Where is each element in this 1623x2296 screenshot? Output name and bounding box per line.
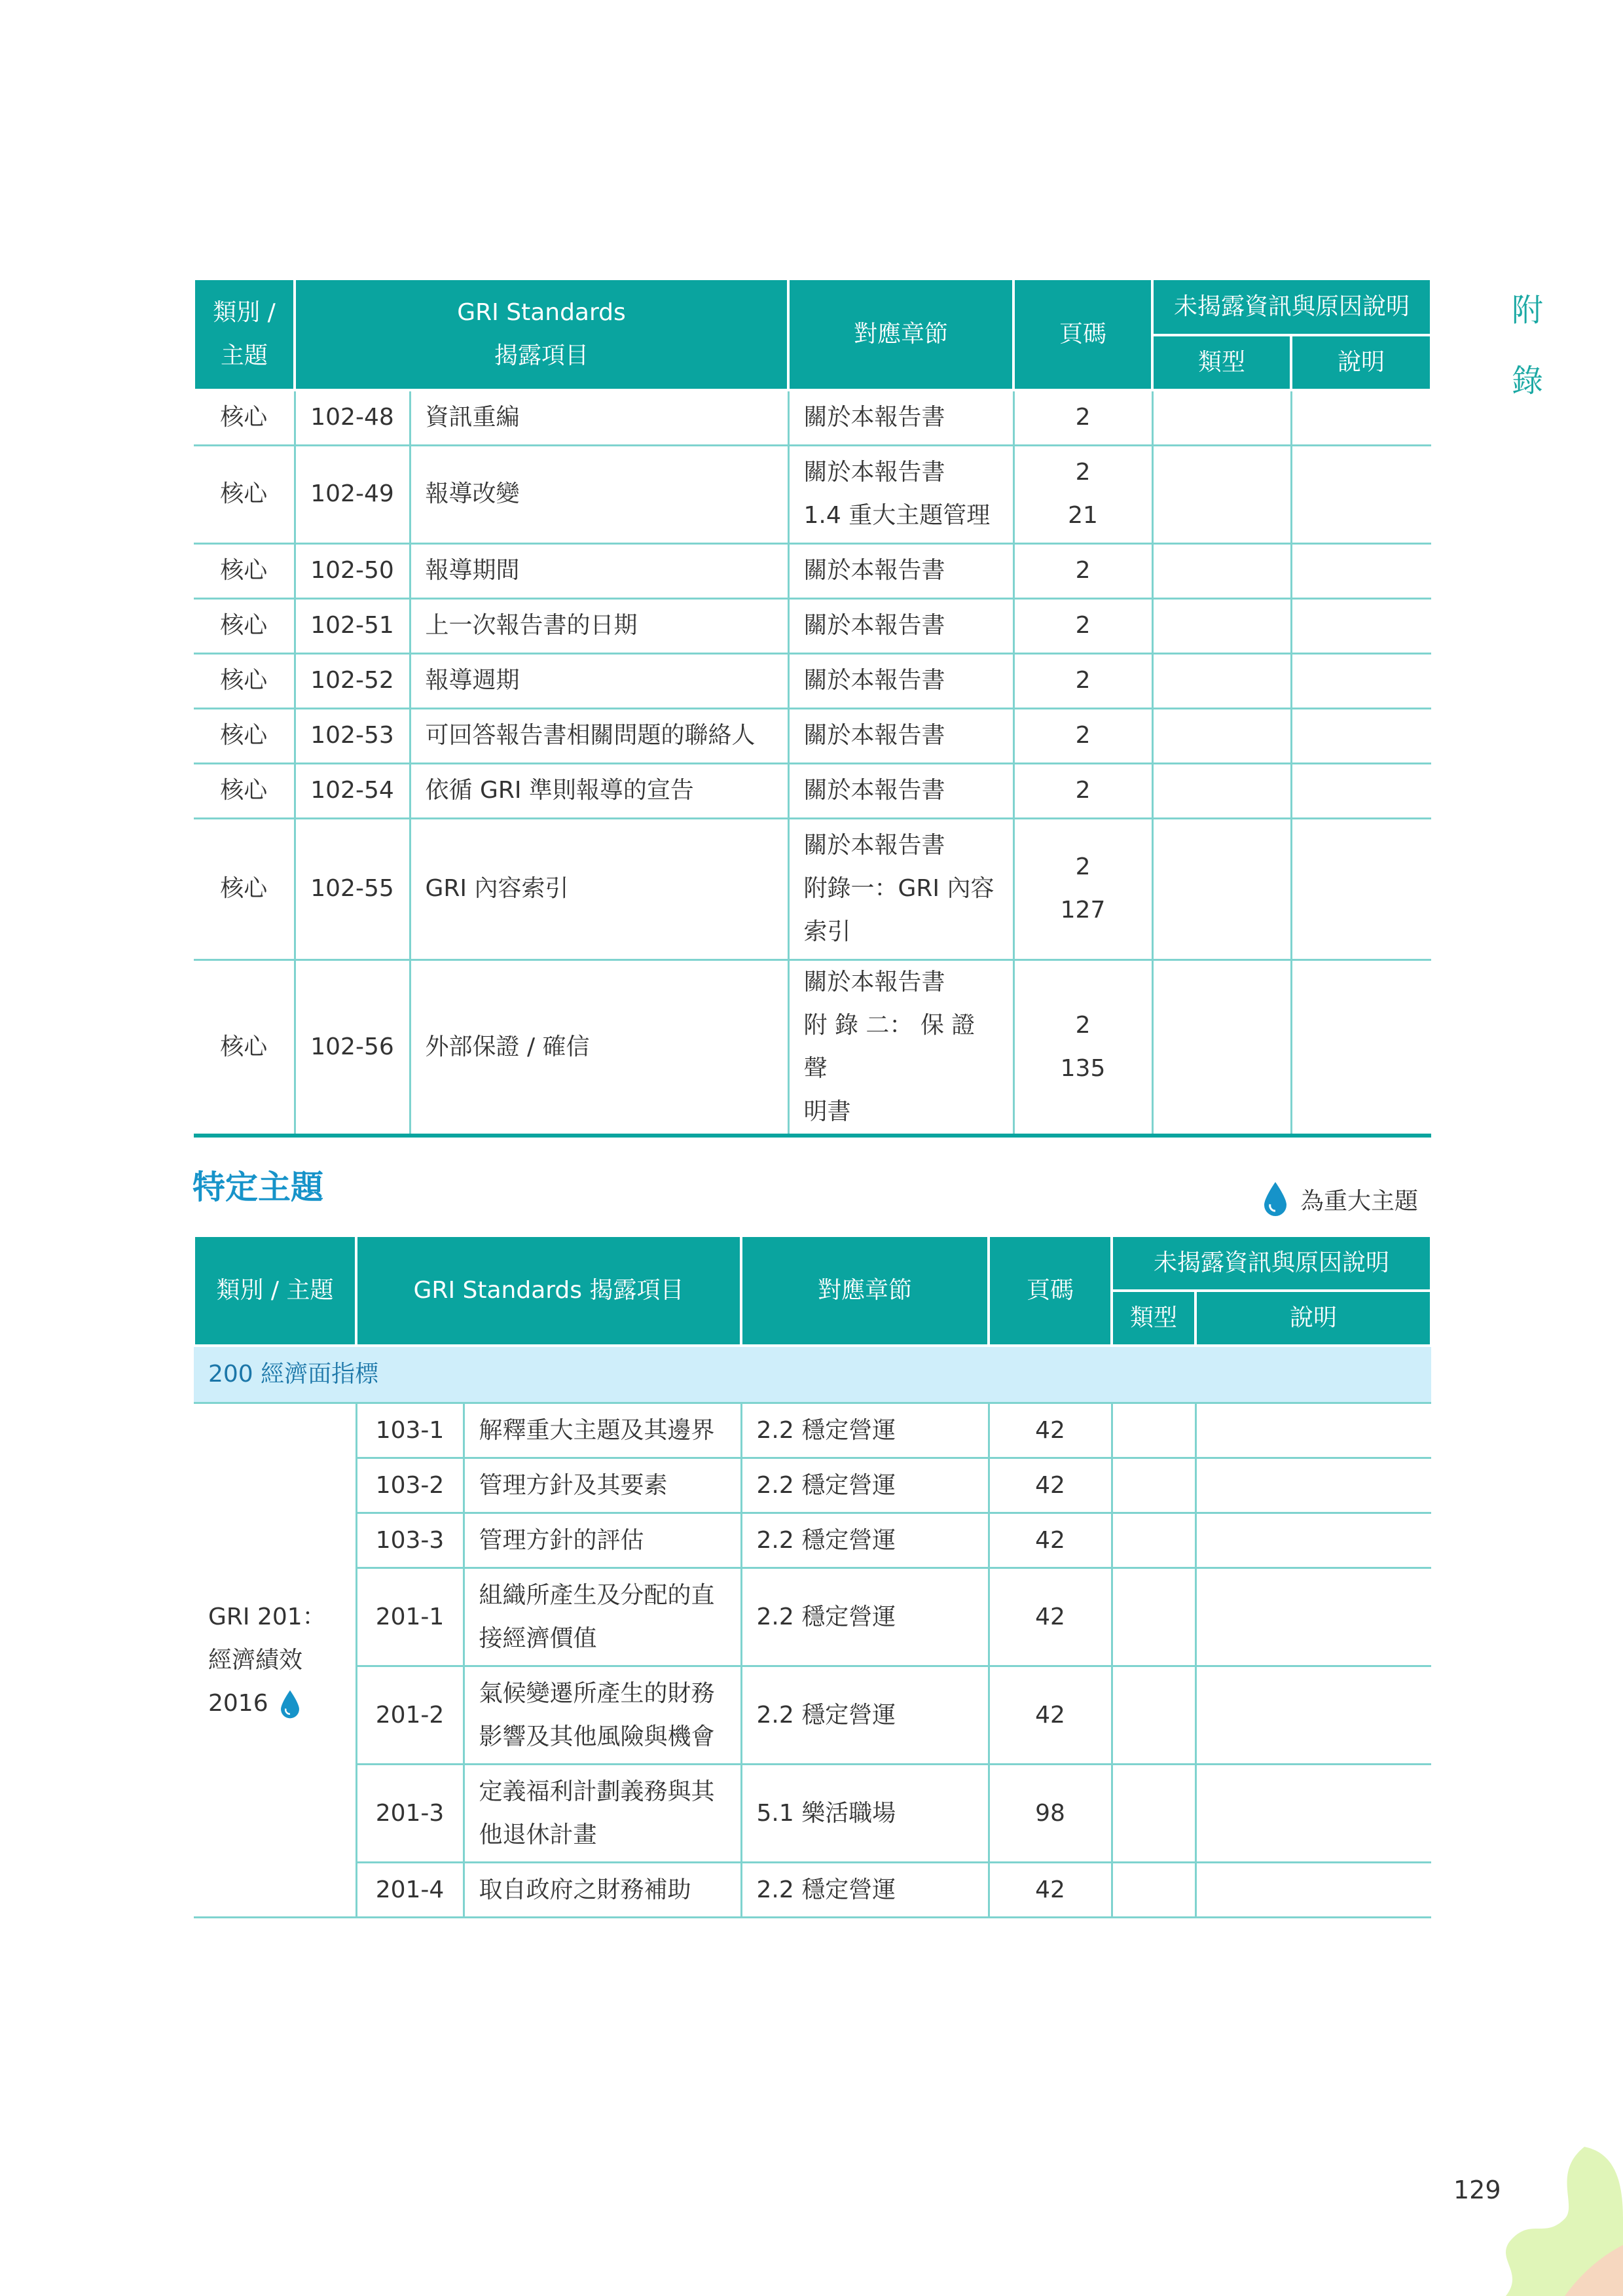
row-description	[1291, 960, 1431, 1136]
row-item: 解釋重大主題及其邊界	[464, 1403, 741, 1458]
row-type	[1152, 818, 1291, 960]
row-page: 42	[989, 1568, 1112, 1666]
row-type	[1112, 1765, 1195, 1863]
section-title: 特定主題	[192, 1168, 323, 1206]
table-row	[194, 445, 1431, 543]
table-row	[194, 543, 1431, 598]
row-page: 42	[989, 1403, 1112, 1458]
row-chapter: 2.2 穩定營運	[741, 1403, 989, 1458]
row-description	[1291, 445, 1431, 543]
row-item: 定義福利計劃義務與其 他退休計畫	[464, 1765, 741, 1863]
row-item: 報導期間	[410, 543, 788, 598]
row-page: 42	[989, 1863, 1112, 1918]
row-item: 氣候變遷所產生的財務 影響及其他風險與機會	[464, 1666, 741, 1765]
row-type	[1112, 1403, 1195, 1458]
row-type	[1152, 445, 1291, 543]
row-page: 2	[1013, 543, 1152, 598]
row-category: 核心	[194, 960, 295, 1136]
row-type	[1152, 653, 1291, 708]
header2-chapter: 對應章節	[741, 1236, 989, 1346]
header-undisclosed: 未揭露資訊與原因說明	[1152, 279, 1431, 335]
row-chapter: 2.2 穩定營運	[741, 1568, 989, 1666]
row-category: 核心	[194, 445, 295, 543]
header2-type: 類型	[1112, 1291, 1195, 1346]
row-type	[1152, 763, 1291, 818]
row-description	[1291, 708, 1431, 763]
row-type	[1152, 960, 1291, 1136]
header-page: 頁碼	[1013, 279, 1152, 390]
row-description	[1291, 543, 1431, 598]
row-category: 核心	[194, 543, 295, 598]
table-row	[194, 708, 1431, 763]
row-chapter: 2.2 穩定營運	[741, 1458, 989, 1513]
row-chapter: 關於本報告書	[788, 653, 1013, 708]
row-chapter: 關於本報告書	[788, 708, 1013, 763]
row-description	[1195, 1666, 1431, 1765]
table-row	[194, 960, 1431, 1136]
row-type	[1112, 1666, 1195, 1765]
row-description	[1291, 763, 1431, 818]
row-code: 102-51	[295, 598, 410, 653]
row-chapter: 2.2 穩定營運	[741, 1863, 989, 1918]
row-code: 102-53	[295, 708, 410, 763]
row-type	[1152, 390, 1291, 445]
header-gri-standards: GRI Standards 揭露項目	[295, 279, 788, 390]
row-code: 201-3	[356, 1765, 464, 1863]
row-page: 2	[1013, 763, 1152, 818]
row-code: 102-52	[295, 653, 410, 708]
row-description	[1291, 390, 1431, 445]
row-type	[1112, 1568, 1195, 1666]
row-item: 外部保證 / 確信	[410, 960, 788, 1136]
header-chapter: 對應章節	[788, 279, 1013, 390]
row-type	[1112, 1458, 1195, 1513]
gri-general-disclosures-table	[192, 278, 1432, 1138]
row-item: 資訊重編	[410, 390, 788, 445]
row-description	[1195, 1513, 1431, 1568]
header2-category: 類別 / 主題	[194, 1236, 356, 1346]
row-chapter: 關於本報告書	[788, 543, 1013, 598]
row-page: 2	[1013, 390, 1152, 445]
row-category: 核心	[194, 598, 295, 653]
row-code: 102-48	[295, 390, 410, 445]
table-row	[194, 1666, 1431, 1765]
row-description	[1195, 1403, 1431, 1458]
row-page: 2 135	[1013, 960, 1152, 1136]
row-category: 核心	[194, 653, 295, 708]
row-chapter: 關於本報告書	[788, 598, 1013, 653]
table-row	[194, 763, 1431, 818]
appendix-side-tab	[1511, 275, 1544, 416]
table-row	[194, 653, 1431, 708]
row-category: 核心	[194, 708, 295, 763]
row-item: 報導改變	[410, 445, 788, 543]
header-description: 說明	[1291, 335, 1431, 390]
row-description	[1195, 1863, 1431, 1918]
row-category: 核心	[194, 390, 295, 445]
header-type: 類型	[1152, 335, 1291, 390]
header2-page: 頁碼	[989, 1236, 1112, 1346]
row-page: 2	[1013, 653, 1152, 708]
row-code: 102-49	[295, 445, 410, 543]
row-description	[1195, 1568, 1431, 1666]
row-description	[1291, 598, 1431, 653]
row-item: 組織所產生及分配的直 接經濟價值	[464, 1568, 741, 1666]
row-chapter: 5.1 樂活職場	[741, 1765, 989, 1863]
header-category: 類別 / 主題	[194, 279, 295, 390]
row-code: 103-3	[356, 1513, 464, 1568]
row-page: 2	[1013, 598, 1152, 653]
page-number: 129	[1453, 2176, 1501, 2204]
table-row	[194, 1403, 1431, 1458]
row-code: 102-56	[295, 960, 410, 1136]
row-description	[1291, 818, 1431, 960]
row-code: 201-1	[356, 1568, 464, 1666]
row-type	[1112, 1513, 1195, 1568]
row-code: 103-1	[356, 1403, 464, 1458]
gri-economic-table	[192, 1234, 1432, 1918]
row-page: 98	[989, 1765, 1112, 1863]
table-row	[194, 390, 1431, 445]
row-description	[1291, 653, 1431, 708]
table-row	[194, 1568, 1431, 1666]
header2-description: 說明	[1195, 1291, 1431, 1346]
row-chapter: 2.2 穩定營運	[741, 1513, 989, 1568]
row-code: 201-2	[356, 1666, 464, 1765]
row-code: 102-54	[295, 763, 410, 818]
table-row	[194, 598, 1431, 653]
water-drop-icon	[279, 1689, 301, 1719]
header2-undisclosed: 未揭露資訊與原因說明	[1112, 1236, 1431, 1291]
header2-gri-standards: GRI Standards 揭露項目	[356, 1236, 741, 1346]
side-tab-char-2: 錄	[1511, 363, 1543, 399]
row-chapter: 關於本報告書 1.4 重大主題管理	[788, 445, 1013, 543]
row-item: 可回答報告書相關問題的聯絡人	[410, 708, 788, 763]
row-chapter: 關於本報告書 附 錄 二： 保 證 聲 明書	[788, 960, 1013, 1136]
row-page: 42	[989, 1666, 1112, 1765]
row-code: 103-2	[356, 1458, 464, 1513]
row-item: 上一次報告書的日期	[410, 598, 788, 653]
table-row	[194, 1765, 1431, 1863]
legend-label: 為重大主題	[1300, 1187, 1419, 1215]
legend	[1262, 1181, 1418, 1217]
group-row	[194, 1346, 1431, 1403]
row-item: 依循 GRI 準則報導的宣告	[410, 763, 788, 818]
row-page: 2 127	[1013, 818, 1152, 960]
row-code: 201-4	[356, 1863, 464, 1918]
row-page: 42	[989, 1513, 1112, 1568]
table-row	[194, 1863, 1431, 1918]
row-item: 報導週期	[410, 653, 788, 708]
row-code: 102-50	[295, 543, 410, 598]
row-description	[1195, 1458, 1431, 1513]
row-chapter: 關於本報告書 附錄一：GRI 內容 索引	[788, 818, 1013, 960]
row-chapter: 2.2 穩定營運	[741, 1666, 989, 1765]
row-page: 2	[1013, 708, 1152, 763]
row-category: 核心	[194, 763, 295, 818]
row-description	[1195, 1765, 1431, 1863]
water-drop-icon	[1262, 1181, 1288, 1217]
table-row	[194, 1513, 1431, 1568]
row-type	[1152, 543, 1291, 598]
row-type	[1152, 598, 1291, 653]
row-type	[1112, 1863, 1195, 1918]
row-chapter: 關於本報告書	[788, 390, 1013, 445]
row-type	[1152, 708, 1291, 763]
topic-label: GRI 201： 經濟績效 2016	[208, 1603, 326, 1717]
row-page: 42	[989, 1458, 1112, 1513]
row-chapter: 關於本報告書	[788, 763, 1013, 818]
side-tab-char-1: 附	[1511, 292, 1543, 329]
row-category: 核心	[194, 818, 295, 960]
row-item: GRI 內容索引	[410, 818, 788, 960]
row-page: 2 21	[1013, 445, 1152, 543]
decorative-blob	[1467, 2147, 1623, 2296]
group-label: 200 經濟面指標	[194, 1346, 1431, 1403]
row-code: 102-55	[295, 818, 410, 960]
table-row	[194, 818, 1431, 960]
topic-cell	[194, 1403, 356, 1918]
row-item: 取自政府之財務補助	[464, 1863, 741, 1918]
row-item: 管理方針的評估	[464, 1513, 741, 1568]
row-item: 管理方針及其要素	[464, 1458, 741, 1513]
table-row	[194, 1458, 1431, 1513]
